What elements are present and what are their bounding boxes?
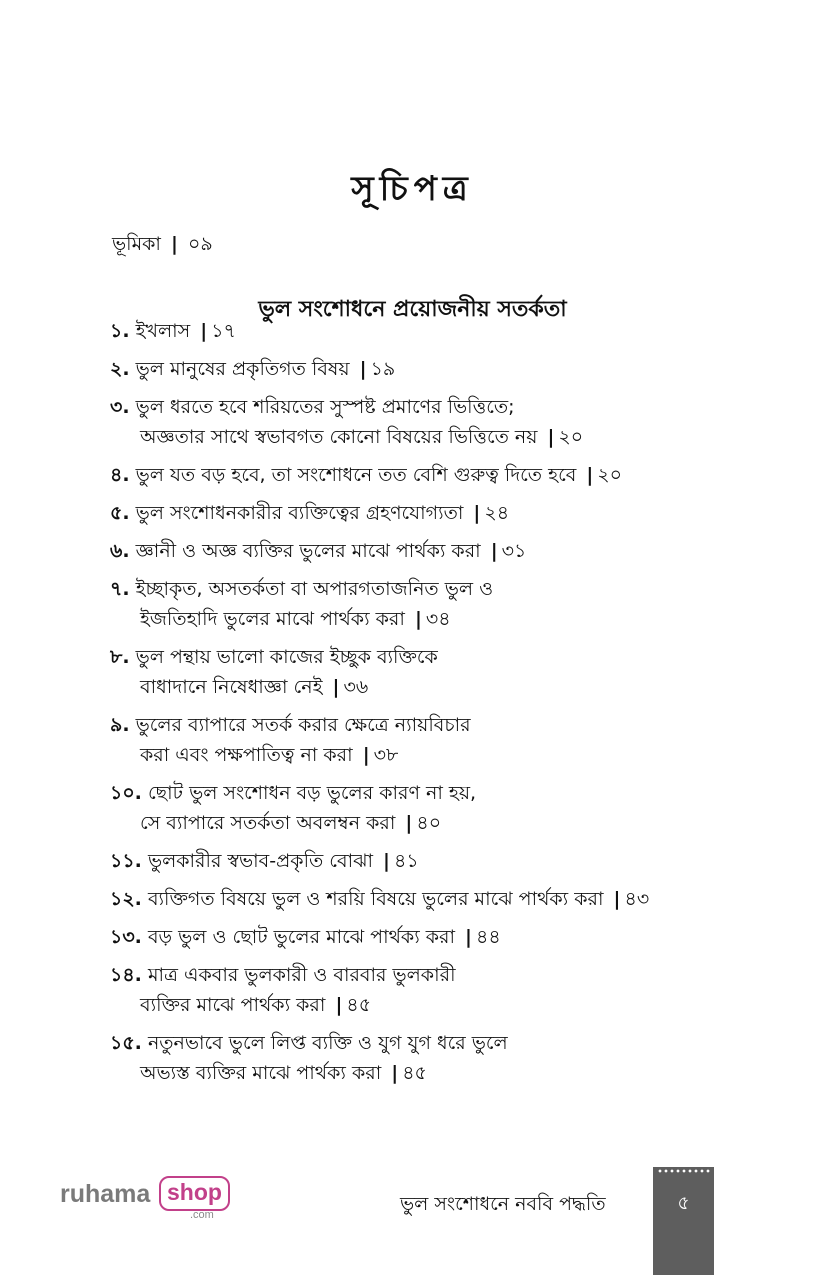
toc-entry-number: ১২. — [110, 888, 142, 910]
toc-page-number: ৩৮ — [373, 744, 399, 766]
toc-entry-text: ব্যক্তিগত বিষয়ে ভুল ও শরয়ি বিষয়ে ভুলের মাঝে পার্থক্য করা — [147, 888, 604, 910]
toc-entry-text: সে ব্যাপারে সতর্কতা অবলম্বন করা — [140, 812, 396, 834]
toc-entry-text: ভুল সংশোধনকারীর ব্যক্তিত্বের গ্রহণযোগ্যতা — [135, 502, 464, 524]
toc-entry-line — [110, 778, 730, 808]
toc-entry-text: ভুলকারীর স্বভাব-প্রকৃতি বোঝা — [147, 850, 373, 872]
toc-entry[interactable] — [110, 498, 730, 528]
toc-entry[interactable] — [110, 536, 730, 566]
page-separator: | — [490, 540, 498, 562]
toc-page-number: ৩৪ — [425, 608, 451, 630]
toc-entry-line — [110, 1028, 730, 1058]
toc-entry-number: ৫. — [110, 502, 130, 524]
toc-entry-line — [110, 604, 730, 634]
toc-entry-number: ১১. — [110, 850, 142, 872]
toc-page-number: ৪০ — [416, 812, 442, 834]
toc-entry-text: নতুনভাবে ভুলে লিপ্ত ব্যক্তি ও যুগ যুগ ধরে ভুলে — [147, 1032, 508, 1054]
page-separator: | — [473, 502, 481, 524]
toc-entry-text: করা এবং পক্ষপাতিত্ব না করা — [140, 744, 353, 766]
toc-entry[interactable] — [110, 354, 730, 384]
toc-entry[interactable] — [110, 884, 730, 914]
toc-entry-text: ভুল পন্থায় ভালো কাজের ইচ্ছুক ব্যক্তিকে — [135, 646, 438, 668]
toc-entry-line — [110, 808, 730, 838]
page-separator: | — [335, 994, 343, 1016]
footer-book-title: ভুল সংশোধনে নববি পদ্ধতি — [400, 1193, 606, 1215]
page-separator: | — [171, 233, 178, 255]
toc-entry-line — [110, 460, 730, 490]
toc-page-number: ৩১ — [501, 540, 527, 562]
toc-entry-text: ইজতিহাদি ভুলের মাঝে পার্থক্য করা — [140, 608, 405, 630]
page-separator: | — [383, 850, 390, 872]
toc-entry-line — [110, 316, 730, 346]
toc-entry-text: ভুল ধরতে হবে শরিয়তের সুস্পষ্ট প্রমাণের ভিত্তিতে; — [135, 396, 515, 418]
toc-entry-text: জ্ঞানী ও অজ্ঞ ব্যক্তির ভুলের মাঝে পার্থক্য করা — [135, 540, 481, 562]
intro-label: ভূমিকা — [112, 233, 161, 255]
toc-entry-line — [110, 846, 730, 876]
toc-entry-number: ৭. — [110, 578, 130, 600]
toc-entry[interactable] — [110, 460, 730, 490]
toc-entry-line — [110, 642, 730, 672]
toc-entry-text: ইখলাস — [135, 320, 191, 342]
toc-entry-number: ১০. — [110, 782, 142, 804]
toc-entry[interactable] — [110, 574, 730, 634]
toc-entry-line — [110, 884, 730, 914]
toc-entry-line — [110, 498, 730, 528]
toc-entry-line — [110, 574, 730, 604]
toc-entry-text: ব্যক্তির মাঝে পার্থক্য করা — [140, 994, 326, 1016]
toc-entry-number: ১৫. — [110, 1032, 142, 1054]
toc-entry-text: ছোট ভুল সংশোধন বড় ভুলের কারণ না হয়, — [147, 782, 477, 804]
toc-entry[interactable] — [110, 922, 730, 952]
toc-entry[interactable] — [110, 642, 730, 702]
page-separator: | — [465, 926, 472, 948]
toc-entry-number: ৮. — [110, 646, 130, 668]
toc-entry-text: ভুল যত বড় হবে, তা সংশোধনে তত বেশি গুরুত্ব দিতে হবে — [135, 464, 577, 486]
page-separator: | — [359, 358, 367, 380]
table-of-contents — [110, 316, 730, 1096]
toc-entry-text: বাধাদানে নিষেধাজ্ঞা নেই — [140, 676, 323, 698]
toc-page-number: ১৯ — [370, 358, 396, 380]
toc-entry-line — [110, 354, 730, 384]
section-heading: ভুল সংশোধনে প্রয়োজনীয় সতর্কতা — [258, 297, 567, 323]
toc-entry-line — [110, 740, 730, 770]
toc-entry[interactable] — [110, 1028, 730, 1088]
toc-entry-line — [110, 392, 730, 422]
page-separator: | — [547, 426, 555, 448]
page-separator: | — [200, 320, 208, 342]
toc-entry-number: ১. — [110, 320, 130, 342]
logo-wordmark: ruhama — [60, 1180, 151, 1208]
logo-domain: .com — [190, 1209, 214, 1221]
toc-entry[interactable] — [110, 960, 730, 1020]
page-title: সূচিপত্র — [351, 168, 474, 209]
page-separator: | — [405, 812, 413, 834]
page-separator: | — [414, 608, 422, 630]
toc-page-number: ৪৫ — [402, 1062, 427, 1084]
toc-entry-number: ৯. — [110, 714, 130, 736]
page-separator: | — [391, 1062, 399, 1084]
page-tab-dots — [657, 1169, 710, 1173]
toc-entry-number: ২. — [110, 358, 130, 380]
toc-page-number: ৪৫ — [346, 994, 372, 1016]
logo-shop-badge: shop — [159, 1176, 230, 1211]
page-separator: | — [613, 888, 621, 910]
toc-entry-line — [110, 536, 730, 566]
toc-entry-number: ১৪. — [110, 964, 142, 986]
page-number: ৫ — [677, 1192, 690, 1214]
toc-page-number: ২০ — [558, 426, 584, 448]
toc-entry-number: ১৩. — [110, 926, 142, 948]
toc-entry[interactable] — [110, 710, 730, 770]
toc-entry-text: অভ্যস্ত ব্যক্তির মাঝে পার্থক্য করা — [140, 1062, 382, 1084]
toc-entry-text: বড় ভুল ও ছোট ভুলের মাঝে পার্থক্য করা — [147, 926, 455, 948]
toc-page-number: ১৭ — [211, 320, 236, 342]
toc-entry-line — [110, 672, 730, 702]
toc-entry-line — [110, 1058, 730, 1088]
toc-page-number: ৪৪ — [476, 926, 501, 948]
toc-entry-number: ৬. — [110, 540, 130, 562]
toc-entry-line — [110, 960, 730, 990]
page-separator: | — [586, 464, 594, 486]
page-separator: | — [332, 676, 340, 698]
toc-entry[interactable] — [110, 316, 730, 346]
toc-entry-line — [110, 710, 730, 740]
toc-page-number: ৪৩ — [624, 888, 650, 910]
toc-page-number: ২৪ — [484, 502, 510, 524]
intro-entry[interactable] — [112, 230, 213, 262]
toc-page-number: ৩৬ — [343, 676, 369, 698]
toc-entry-line — [110, 422, 730, 452]
toc-entry-line — [110, 990, 730, 1020]
toc-entry-text: অজ্ঞতার সাথে স্বভাবগত কোনো বিষয়ের ভিত্তিতে নয় — [140, 426, 538, 448]
toc-entry[interactable] — [110, 846, 730, 876]
toc-entry-text: ভুল মানুষের প্রকৃতিগত বিষয় — [135, 358, 350, 380]
toc-entry-number: ৩. — [110, 396, 130, 418]
toc-page-number: ৪১ — [393, 850, 419, 872]
toc-entry-number: ৪. — [110, 464, 130, 486]
toc-entry-text: ইচ্ছাকৃত, অসতর্কতা বা অপারগতাজনিত ভুল ও — [135, 578, 494, 600]
toc-entry-text: মাত্র একবার ভুলকারী ও বারবার ভুলকারী — [147, 964, 456, 986]
page-number-tab — [653, 1167, 714, 1275]
toc-entry-line — [110, 922, 730, 952]
toc-entry-text: ভুলের ব্যাপারে সতর্ক করার ক্ষেত্রে ন্যায়বিচার — [135, 714, 471, 736]
toc-page-number: ২০ — [597, 464, 623, 486]
toc-entry[interactable] — [110, 392, 730, 452]
toc-entry[interactable] — [110, 778, 730, 838]
page-separator: | — [362, 744, 370, 766]
intro-page-number: ০৯ — [188, 233, 213, 255]
